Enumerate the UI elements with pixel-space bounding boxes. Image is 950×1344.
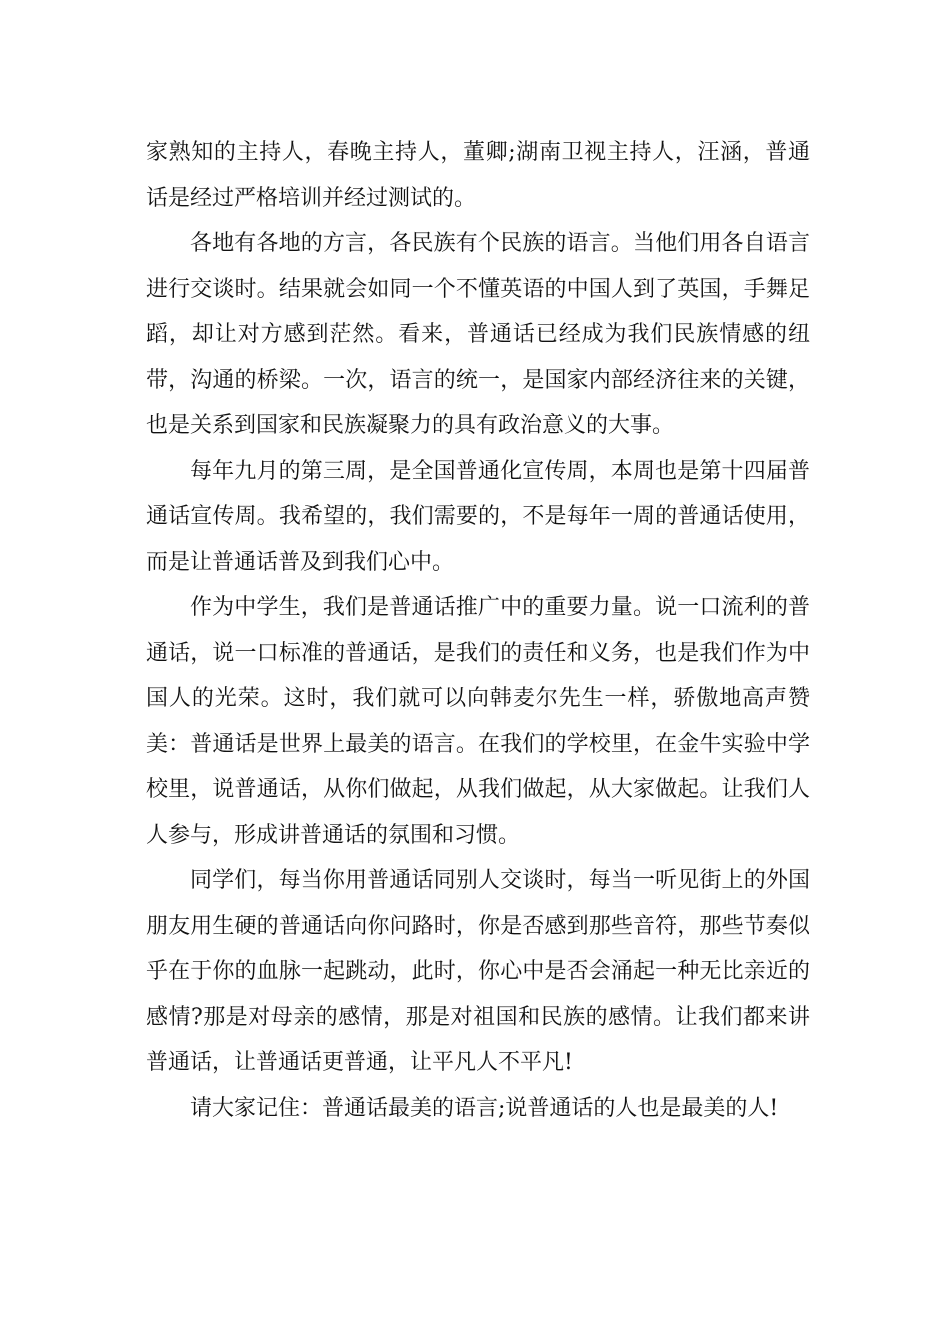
paragraph-dialects: 各地有各地的方言，各民族有个民族的语言。当他们用各自语言进行交谈时。结果就会如同一个不懂英语的中国人到了英国，手舞足蹈，却让对方感到茫然。看来，普通话已经成为我们民族情感的纽带，沟通的桥梁。一次，语言的统一，是国家内部经济往来的关键，也是关系到国家和民族凝聚力的具有政治意义的大事。 — [146, 231, 810, 438]
paragraph-students-role: 作为中学生，我们是普通话推广中的重要力量。说一口流利的普通话，说一口标准的普通话，是我们的责任和义务，也是我们作为中国人的光荣。这时，我们就可以向韩麦尔先生一样，骄傲地高声赞美：普通话是世界上最美的语言。在我们的学校里，在金牛实验中学校里，说普通话，从你们做起，从我们做起，从大家做起。让我们人人参与，形成讲普通话的氛围和习惯。 — [146, 595, 810, 848]
paragraph-closing: 请大家记住：普通话最美的语言;说普通话的人也是最美的人! — [190, 1095, 779, 1121]
paragraph-classmates: 同学们，每当你用普通话同别人交谈时，每当一听见街上的外国朋友用生硬的普通话向你问路时，你是否感到那些音符，那些节奏似乎在于你的血脉一起跳动，此时，你心中是否会涌起一种无比亲近的感情?那是对母亲的感情，那是对祖国和民族的感情。让我们都来讲普通话，让普通话更普通，让平凡人不平凡! — [146, 868, 810, 1075]
speech-body — [146, 130, 810, 1131]
paragraph-continuation: 家熟知的主持人，春晚主持人，董卿;湖南卫视主持人，汪涵，普通话是经过严格培训并经过测试的。 — [146, 140, 810, 211]
paragraph-promotion-week: 每年九月的第三周，是全国普通化宣传周，本周也是第十四届普通话宣传周。我希望的，我们需要的，不是每年一周的普通话使用，而是让普通话普及到我们心中。 — [146, 458, 810, 575]
